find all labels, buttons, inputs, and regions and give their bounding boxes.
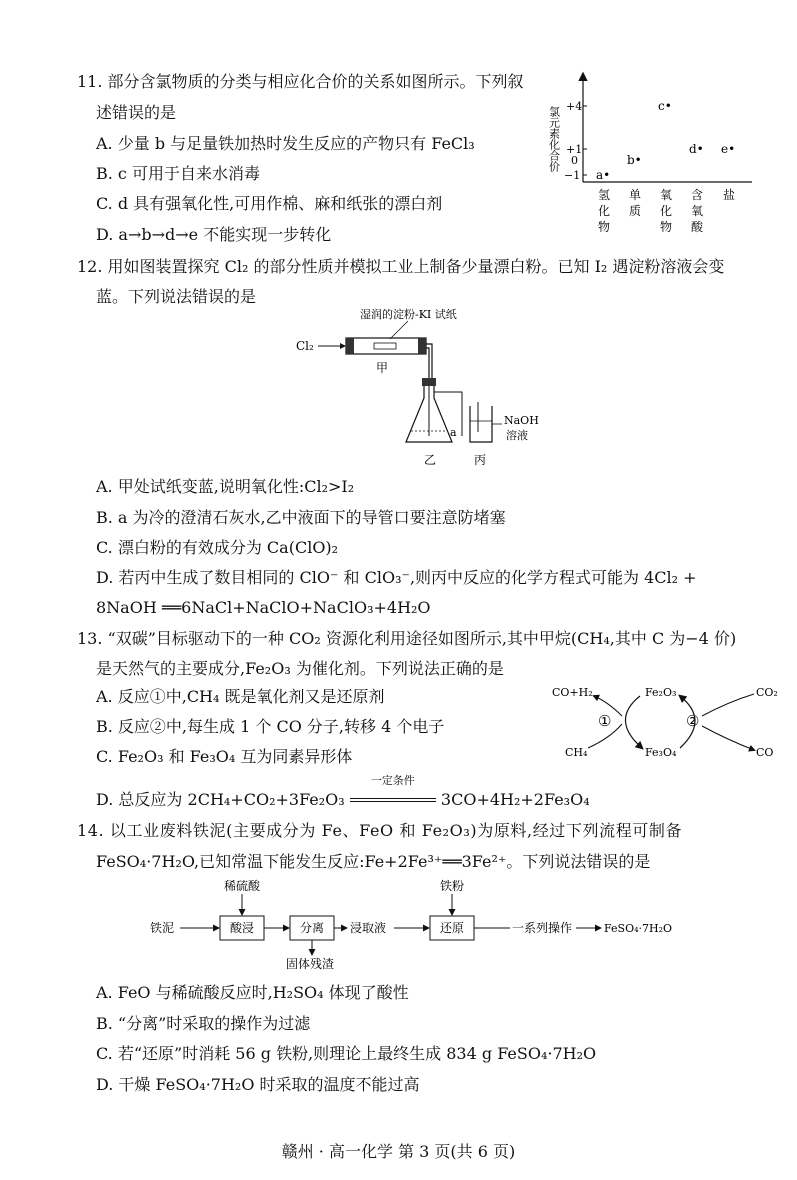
label-leader bbox=[390, 321, 408, 339]
ytick-plus4: +4 bbox=[566, 100, 583, 113]
q13-option-c: C. Fe₂O₃ 和 Fe₃O₄ 互为同素异形体 bbox=[96, 747, 353, 766]
q14-flowchart bbox=[140, 876, 700, 971]
y-axis-label: 氯元素化合价 bbox=[547, 106, 561, 172]
q13-d-condition: 一定条件 bbox=[370, 774, 415, 787]
cat-oxyacid-3: 酸 bbox=[691, 220, 704, 234]
q11-valence-chart bbox=[540, 66, 785, 250]
cat-salt: 盐 bbox=[723, 188, 736, 202]
q14-option-c: C. 若“还原”时消耗 56 g 铁粉,则理论上最终生成 834 g FeSO₄·7H₂O bbox=[96, 1044, 597, 1063]
ops-label: 一系列操作 bbox=[512, 921, 573, 935]
point-d: d• bbox=[689, 142, 704, 156]
box3-label: 还原 bbox=[440, 921, 465, 935]
cat-element-2: 质 bbox=[629, 204, 642, 218]
q14-option-a: A. FeO 与稀硫酸反应时,H₂SO₄ 体现了酸性 bbox=[96, 983, 409, 1002]
q14-stem-line2: FeSO₄·7H₂O,已知常温下能发生反应:Fe+2Fe³⁺══3Fe²⁺。下列说法错误的是 bbox=[96, 852, 651, 871]
q14-option-b: B. “分离”时采取的操作为过滤 bbox=[96, 1014, 311, 1033]
point-b: b• bbox=[627, 153, 642, 167]
q11-option-a: A. 少量 b 与足量铁加热时发生反应的产物只有 FeCl₃ bbox=[96, 134, 475, 153]
cat-element-1: 单 bbox=[629, 188, 642, 202]
q13-stem-line2: 是天然气的主要成分,Fe₂O₃ 为催化剂。下列说法正确的是 bbox=[96, 659, 504, 678]
cycle-left-arc bbox=[625, 696, 642, 748]
q13-option-b: B. 反应②中,每生成 1 个 CO 分子,转移 4 个电子 bbox=[96, 717, 445, 736]
q12-option-c: C. 漂白粉的有效成分为 Ca(ClO)₂ bbox=[96, 538, 339, 557]
q11-option-b: B. c 可用于自来水消毒 bbox=[96, 164, 260, 183]
naoh-label-2: 溶液 bbox=[506, 429, 528, 442]
cat-oxyacid-1: 含 bbox=[691, 188, 704, 202]
outlet-tube bbox=[434, 392, 462, 436]
cat-oxide-3: 物 bbox=[660, 220, 673, 234]
q13-option-a: A. 反应①中,CH₄ 既是氧化剂又是还原剂 bbox=[96, 687, 385, 706]
page-footer: 赣州 · 高一化学 第 3 页(共 6 页) bbox=[281, 1142, 516, 1161]
q12-option-b: B. a 为冷的澄清石灰水,乙中液面下的导管口要注意防堵塞 bbox=[96, 508, 506, 527]
point-e: e• bbox=[721, 142, 736, 156]
flask-stopper bbox=[422, 378, 436, 386]
cycle-right-out-arrow bbox=[702, 726, 754, 750]
start-label: 铁泥 bbox=[150, 921, 175, 935]
tube-stopper-right bbox=[418, 338, 426, 354]
reaction-1-label: ① bbox=[598, 712, 612, 730]
q12-stem-line1: 12. 用如图装置探究 Cl₂ 的部分性质并模拟工业上制备少量漂白粉。已知 I₂ 遇淀粉溶液会变 bbox=[77, 257, 725, 276]
acid-label: 稀硫酸 bbox=[224, 879, 261, 893]
test-paper bbox=[374, 343, 396, 349]
jia-label: 甲 bbox=[376, 361, 389, 375]
equal-sign bbox=[350, 798, 436, 802]
co-h2-label: CO+H₂ bbox=[552, 686, 593, 699]
ch4-label: CH₄ bbox=[565, 746, 588, 759]
cat-hydride-3: 物 bbox=[598, 220, 611, 234]
q13-cycle-diagram bbox=[550, 680, 790, 775]
q12-stem-line2: 蓝。下列说法错误的是 bbox=[96, 287, 257, 306]
q11-option-c: C. d 具有强氧化性,可用作棉、麻和纸张的漂白剂 bbox=[96, 194, 443, 213]
q13-d-condition-arrow bbox=[350, 774, 436, 810]
residue-label: 固体残渣 bbox=[286, 957, 335, 971]
q11-option-d: D. a→b→d→e 不能实现一步转化 bbox=[96, 225, 332, 244]
tube-jia bbox=[346, 338, 426, 354]
q14-option-d: D. 干燥 FeSO₄·7H₂O 时采取的温度不能过高 bbox=[96, 1075, 420, 1094]
beaker-bing bbox=[470, 406, 492, 442]
yi-label: 乙 bbox=[424, 453, 437, 467]
cat-oxide-1: 氧 bbox=[660, 188, 673, 202]
bing-label: 丙 bbox=[474, 453, 487, 467]
q11-stem-line1: 11. 部分含氯物质的分类与相应化合价的关系如图所示。下列叙 bbox=[77, 72, 524, 91]
ytick-plus1: +1 bbox=[566, 143, 583, 156]
product-label: FeSO₄·7H₂O bbox=[604, 922, 673, 935]
q12-option-d-line1: D. 若丙中生成了数目相同的 ClO⁻ 和 ClO₃⁻,则丙中反应的化学方程式可能为 4Cl₂ + bbox=[96, 568, 697, 587]
q13-d-products: 3CO+4H₂+2Fe₃O₄ bbox=[440, 790, 590, 809]
tube-stopper-left bbox=[346, 338, 354, 354]
q14-stem-line1: 14. 以工业废料铁泥(主要成分为 Fe、FeO 和 Fe₂O₃)为原料,经过下列流程可制备 bbox=[77, 821, 683, 840]
cycle-right-co2-arrow bbox=[702, 694, 754, 716]
q13-d-reactants: D. 总反应为 2CH₄+CO₂+3Fe₂O₃ bbox=[96, 790, 345, 809]
naoh-label-1: NaOH bbox=[504, 414, 539, 427]
q13-stem-line1: 13. “双碳”目标驱动下的一种 CO₂ 资源化利用途径如图所示,其中甲烷(CH₄,其中 C 为−4 价) bbox=[77, 629, 737, 648]
ytick-minus1: −1 bbox=[564, 169, 581, 182]
fe2o3-label: Fe₂O₃ bbox=[645, 686, 677, 699]
iron-powder-label: 铁粉 bbox=[440, 879, 465, 893]
co2-label: CO₂ bbox=[756, 686, 778, 699]
box2-label: 分离 bbox=[300, 921, 325, 935]
a-label: a bbox=[450, 426, 457, 439]
point-c: c• bbox=[658, 99, 672, 113]
co-label: CO bbox=[756, 746, 774, 759]
cat-oxyacid-2: 氧 bbox=[691, 204, 704, 218]
q12-option-a: A. 甲处试纸变蓝,说明氧化性:Cl₂>I₂ bbox=[96, 477, 355, 496]
cat-hydride-1: 氢 bbox=[598, 188, 611, 202]
q12-option-d-line2: 8NaOH ══6NaCl+NaClO+NaClO₃+4H₂O bbox=[96, 598, 431, 617]
mid-label: 浸取液 bbox=[350, 921, 387, 935]
box1-label: 酸浸 bbox=[230, 921, 255, 935]
paper-label: 湿润的淀粉-KI 试纸 bbox=[360, 308, 457, 321]
cl2-arrowhead bbox=[340, 343, 346, 349]
point-a: a• bbox=[596, 168, 611, 182]
fe3o4-label: Fe₃O₄ bbox=[645, 746, 677, 759]
cat-hydride-2: 化 bbox=[598, 204, 611, 218]
q13-option-d bbox=[96, 774, 590, 810]
cl2-label: Cl₂ bbox=[296, 339, 314, 353]
reaction-2-label: ② bbox=[686, 712, 700, 730]
q11-stem-line2: 述错误的是 bbox=[96, 103, 177, 122]
q12-apparatus-figure bbox=[290, 306, 550, 471]
cat-oxide-2: 化 bbox=[660, 204, 673, 218]
ytick-zero: 0 bbox=[571, 154, 578, 167]
